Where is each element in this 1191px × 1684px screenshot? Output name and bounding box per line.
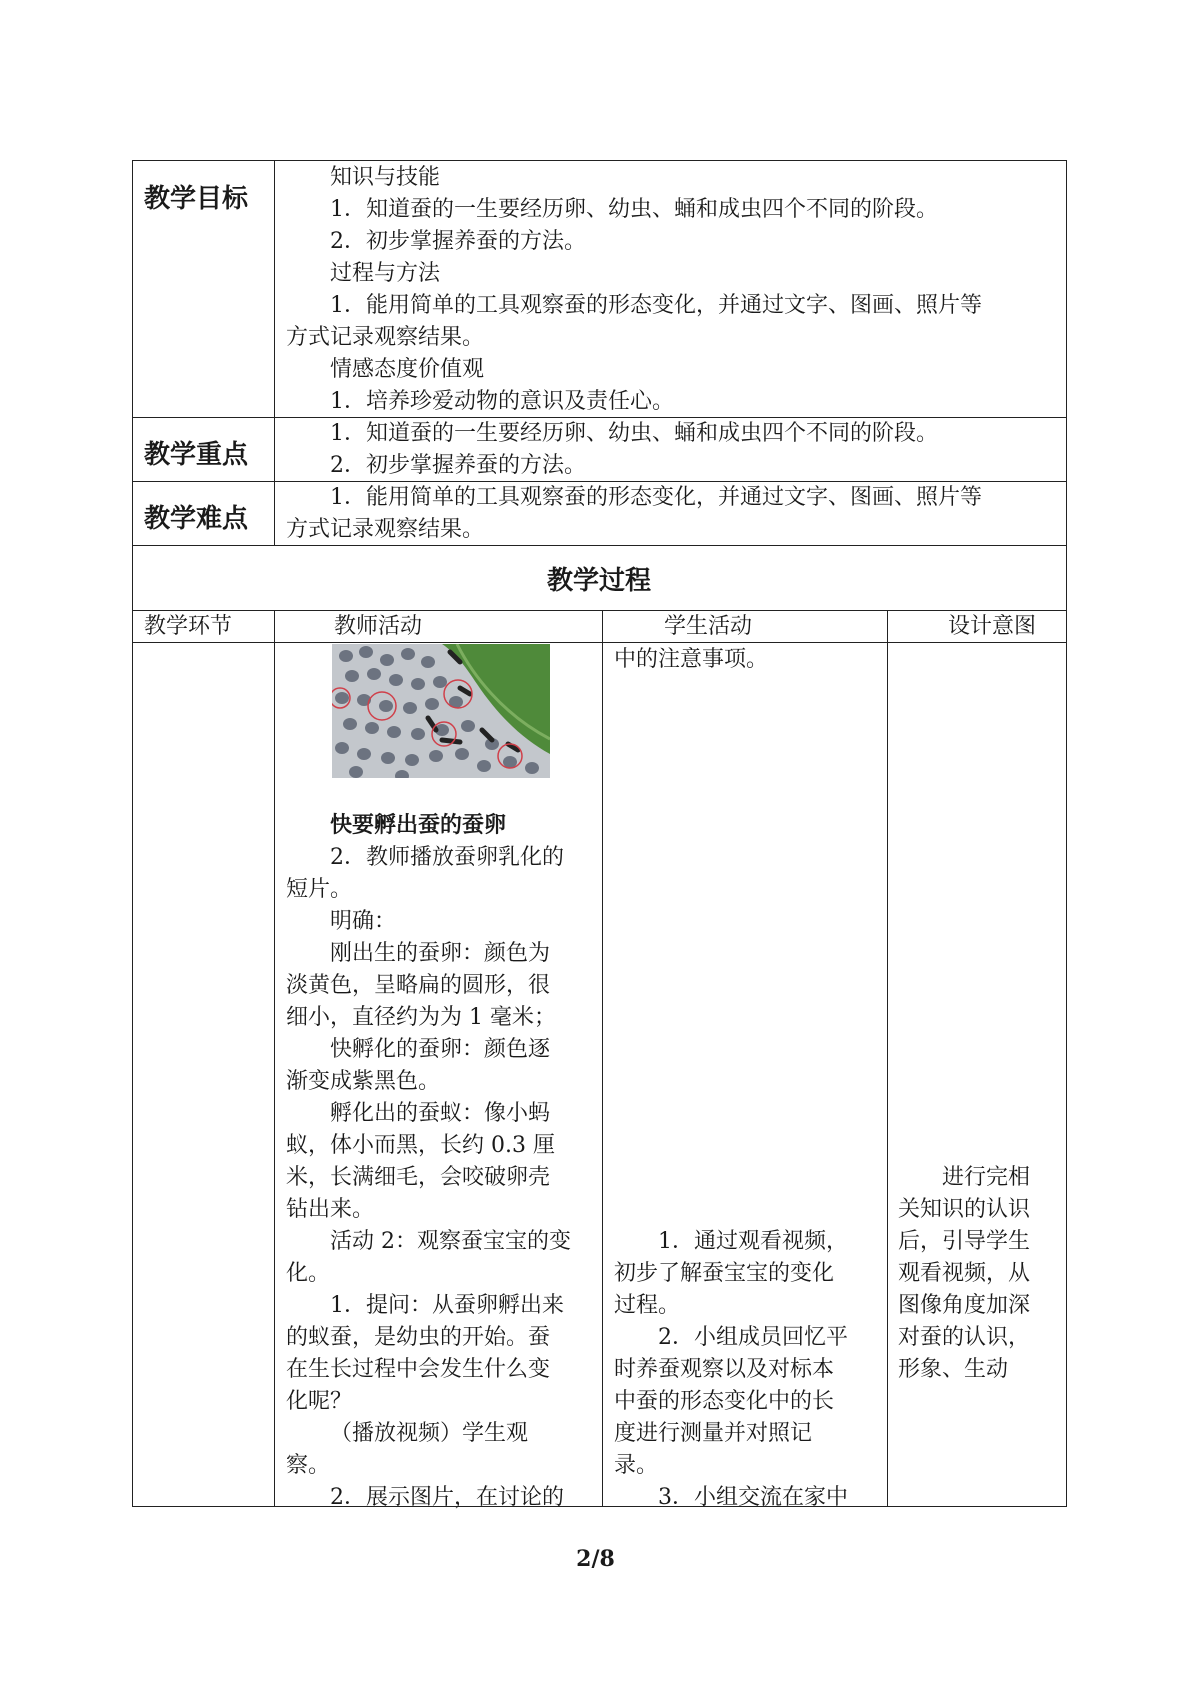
objectives-line: 1．知道蚕的一生要经历卵、幼虫、蛹和成虫四个不同的阶段。 (330, 197, 938, 222)
header-student: 学生活动 (664, 614, 753, 639)
teacher-line: 明确： (330, 909, 397, 934)
teacher-line: 细小，直径约为为 1 毫米； (286, 1005, 556, 1030)
teacher-line: 1．提问：从蚕卵孵出来 (330, 1293, 564, 1318)
student-line: 过程。 (614, 1293, 681, 1318)
objectives-line: 1．能用简单的工具观察蚕的形态变化，并通过文字、图画、照片等 (330, 293, 982, 318)
header-design: 设计意图 (948, 614, 1037, 639)
table-border-bottom (132, 1506, 1067, 1507)
design-line: 关知识的认识 (898, 1197, 1031, 1222)
design-intent (898, 1162, 1058, 1386)
difficulties-line: 方式记录观察结果。 (286, 517, 485, 542)
key-points-line: 2．初步掌握养蚕的方法。 (330, 453, 586, 478)
student-activity (614, 1226, 878, 1514)
design-line: 观看视频，从 (898, 1261, 1031, 1286)
key-points-line: 1．知道蚕的一生要经历卵、幼虫、蛹和成虫四个不同的阶段。 (330, 421, 938, 446)
column-divider (274, 610, 275, 1507)
difficulties-content (286, 482, 1056, 546)
objectives-line: 2．初步掌握养蚕的方法。 (330, 229, 586, 254)
row-divider (132, 642, 1067, 643)
design-line: 对蚕的认识， (898, 1325, 1031, 1350)
teacher-line: 钻出来。 (286, 1197, 375, 1222)
key-points-content (286, 418, 1056, 482)
objectives-label: 教学目标 (144, 184, 249, 214)
teacher-line: 孵化出的蚕蚁：像小蚂 (330, 1101, 551, 1126)
student-line: 2．小组成员回忆平 (658, 1325, 848, 1350)
teacher-line: 2．教师播放蚕卵乳化的 (330, 845, 564, 870)
teacher-line: （播放视频）学生观 (330, 1421, 529, 1446)
key-points-label: 教学重点 (144, 440, 249, 470)
teacher-line: 渐变成紫黑色。 (286, 1069, 441, 1094)
student-line: 1．通过观看视频， (658, 1229, 848, 1254)
difficulties-line: 1．能用简单的工具观察蚕的形态变化，并通过文字、图画、照片等 (330, 485, 982, 510)
objectives-line: 知识与技能 (330, 165, 441, 190)
teacher-line: 2．展示图片，在讨论的 (330, 1485, 564, 1510)
student-line: 时养蚕观察以及对标本 (614, 1357, 835, 1382)
design-line: 后，引导学生 (898, 1229, 1031, 1254)
objectives-line: 方式记录观察结果。 (286, 325, 485, 350)
objectives-line: 1．培养珍爱动物的意识及责任心。 (330, 389, 674, 414)
silkworm-eggs-illustration (332, 644, 550, 778)
student-line: 录。 (614, 1453, 659, 1478)
objectives-line: 情感态度价值观 (330, 357, 485, 382)
teacher-line: 米，长满细毛，会咬破卵壳 (286, 1165, 551, 1190)
student-activity-top (614, 644, 878, 676)
teacher-line: 蚁，体小而黑，长约 0.3 厘 (286, 1133, 555, 1158)
teacher-line: 在生长过程中会发生什么变 (286, 1357, 551, 1382)
design-line: 形象、生动 (898, 1357, 1009, 1382)
objectives-content (286, 162, 1056, 418)
row-divider (132, 610, 1067, 611)
photo-caption: 快要孵出蚕的蚕卵 (330, 813, 507, 838)
difficulties-label: 教学难点 (144, 504, 249, 534)
header-stage: 教学环节 (144, 614, 233, 639)
page-number: 2/8 (576, 1546, 615, 1572)
teacher-line: 活动 2：观察蚕宝宝的变 (330, 1229, 571, 1254)
design-line: 图像角度加深 (898, 1293, 1031, 1318)
teacher-line: 的蚁蚕，是幼虫的开始。蚕 (286, 1325, 551, 1350)
table-border-right (1066, 160, 1067, 1507)
teacher-line: 察。 (286, 1453, 331, 1478)
teacher-line: 淡黄色，呈略扁的圆形，很 (286, 973, 551, 998)
teacher-activity (286, 810, 592, 1514)
process-title: 教学过程 (546, 566, 651, 596)
student-line: 中的注意事项。 (614, 647, 769, 672)
teacher-line: 短片。 (286, 877, 353, 902)
objectives-line: 过程与方法 (330, 261, 441, 286)
student-line: 3．小组交流在家中 (658, 1485, 848, 1510)
table-border-left (132, 160, 133, 1507)
silkworm-eggs-photo (332, 644, 550, 778)
teacher-line: 刚出生的蚕卵：颜色为 (330, 941, 551, 966)
table-border-top (132, 160, 1067, 161)
teacher-line: 化呢？ (286, 1389, 353, 1414)
teacher-line: 快孵化的蚕卵：颜色逐 (330, 1037, 551, 1062)
student-line: 初步了解蚕宝宝的变化 (614, 1261, 835, 1286)
header-teacher: 教师活动 (334, 614, 423, 639)
column-divider (602, 610, 603, 1507)
teacher-line: 化。 (286, 1261, 331, 1286)
design-line: 进行完相 (942, 1165, 1031, 1190)
column-divider (274, 160, 275, 546)
student-line: 中蚕的形态变化中的长 (614, 1389, 835, 1414)
student-line: 度进行测量并对照记 (614, 1421, 813, 1446)
column-divider (887, 610, 888, 1507)
